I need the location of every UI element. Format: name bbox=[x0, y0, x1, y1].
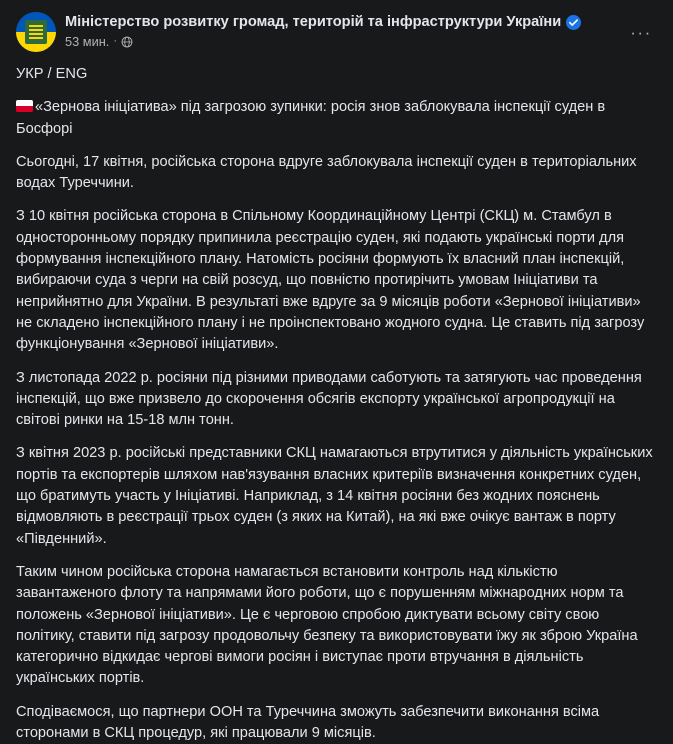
post-timestamp-row bbox=[65, 34, 657, 49]
post-paragraph: Сподіваємося, що партнери ООН та Туреччина зможуть забезпечити виконання всіма сторонами в СКЦ процедур, які працювали 9 місяців. bbox=[16, 703, 600, 742]
page-name-row bbox=[65, 13, 657, 31]
flag-icon bbox=[16, 100, 33, 112]
post-meta bbox=[65, 12, 657, 49]
post-timestamp[interactable]: 53 мин. bbox=[65, 34, 110, 49]
post-paragraph: З 10 квітня російська сторона в Спільному Координаційному Центрі (СКЦ) м. Стамбул в односторонньому порядку припинила реєстрацію суден, які подають українські порти для формування інспекційного плану. Натомість росіяни формують їх власний план інспекцій, вибираючи суда з черги на свій розсуд, що повністю протирічить умовам Ініціативи та неприйнятно для України. В результаті вже вдруге за 9 місяців роботи «Зернової ініціативи» не складено інспекційного плану і не проінспектовано жодного судна. Це ставить під загрозу функціонування «Зернової ініціативи». bbox=[16, 208, 645, 353]
post-headline-text: «Зернова ініціатива» під загрозою зупинки: росія знов заблокувала інспекції суден в Босфорі bbox=[16, 99, 606, 137]
post-paragraph: Сьогодні, 17 квітня, російська сторона вдруге заблокувала інспекції суден в територіальних водах Туреччини. bbox=[16, 153, 637, 192]
more-options-button[interactable]: ··· bbox=[630, 22, 652, 42]
post-headline bbox=[16, 97, 657, 140]
separator-dot: · bbox=[113, 35, 118, 47]
language-toggle[interactable]: УКР / ENG bbox=[16, 66, 88, 82]
verified-badge-icon bbox=[566, 15, 581, 30]
page-name[interactable]: Міністерство розвитку громад, територій та інфраструктури України bbox=[65, 14, 562, 30]
avatar[interactable] bbox=[16, 12, 56, 52]
post-body bbox=[16, 64, 657, 744]
post-paragraph: З листопада 2022 р. росіяни під різними приводами саботують та затягують час проведення інспекцій, що вже призвело до скорочення обсягів експорту української агропродукції на світові ринки на 15-18 млн тонн. bbox=[16, 369, 642, 429]
globe-icon bbox=[121, 36, 133, 48]
ministry-emblem-icon bbox=[25, 20, 47, 44]
post-paragraph: З квітня 2023 р. російські представники СКЦ намагаються втрутитися у діяльність українських портів та експортерів шляхом нав'язування власних критеріїв визначення конкретних суден, що братимуть участь у Ініціативі. Наприклад, з 14 квітня росіяни без жодних пояснень відмовляють в реєстрації трьох суден (з яких на Китай), на які вже очікує вантаж в порту «Південний». bbox=[16, 445, 653, 547]
emblem-bars bbox=[29, 25, 43, 40]
post-header bbox=[16, 12, 657, 52]
post-paragraph: Таким чином російська сторона намагається встановити контроль над кількістю завантаженого флоту та напрямами його роботи, що є порушенням міжнародних норм та положень «Зернової ініціативи». Це є черговою спробою диктувати всьому світу свою політику, ставити під загрозу продовольчу безпеку та використовувати їжу як зброю Україна категорично відкидає чергові вимоги росіян і виступає проти втручання в діяльність українських портів. bbox=[16, 563, 638, 687]
